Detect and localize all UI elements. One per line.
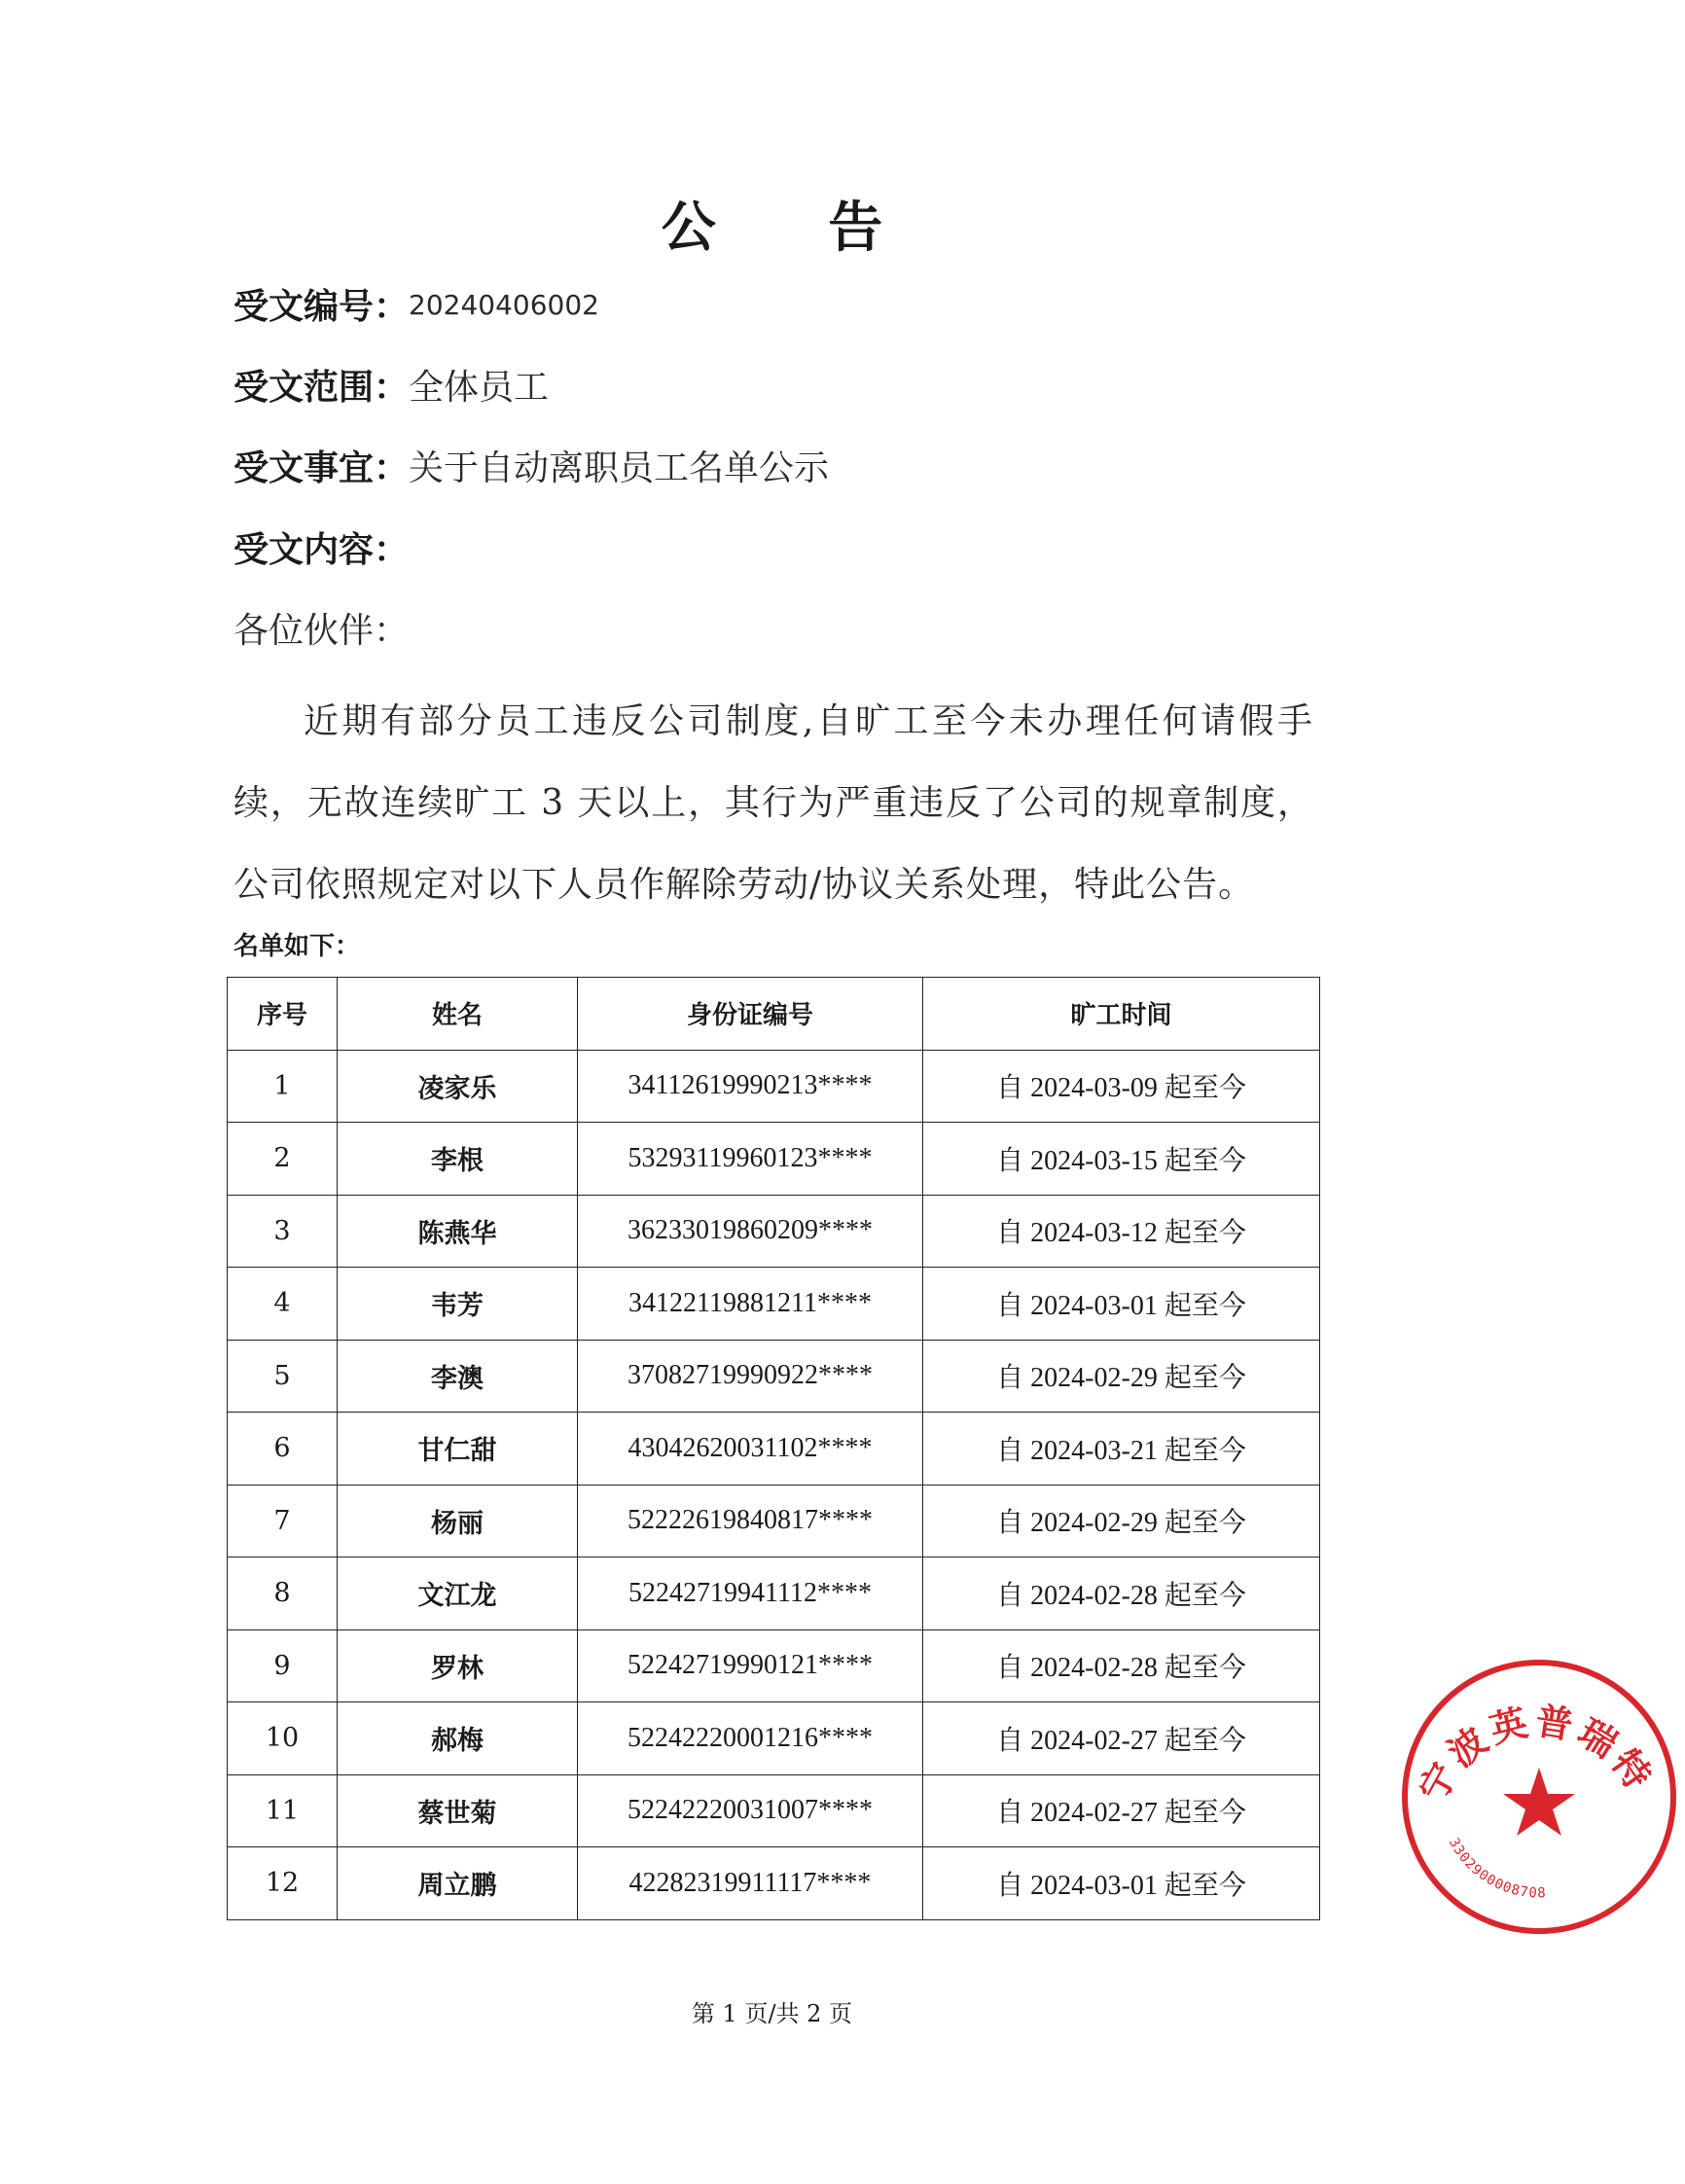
table-row xyxy=(228,1485,1320,1557)
name-cell: 陈燕华 xyxy=(338,1195,578,1268)
table-row xyxy=(228,1123,1320,1196)
header-name: 姓名 xyxy=(338,978,578,1051)
name-cell: 文江龙 xyxy=(338,1557,578,1630)
seq-cell: 2 xyxy=(228,1123,338,1196)
doc-number-label: 受文编号： xyxy=(233,287,410,327)
doc-number-value: 20240406002 xyxy=(409,289,599,321)
table-row xyxy=(228,1774,1320,1847)
seq-cell: 1 xyxy=(228,1050,338,1123)
table-row xyxy=(228,1050,1320,1123)
name-cell: 李澳 xyxy=(338,1340,578,1413)
time-cell: 自 2024-02-29 起至今 xyxy=(923,1485,1320,1557)
header-seq: 序号 xyxy=(228,978,338,1051)
time-cell: 自 2024-03-01 起至今 xyxy=(923,1268,1320,1341)
seal-code-text: 3302900008708 xyxy=(1445,1835,1547,1902)
id-cell: 34122119881211**** xyxy=(578,1268,923,1341)
doc-content-row xyxy=(233,527,409,574)
company-seal xyxy=(1393,1651,1685,1943)
body-paragraph: 近期有部分员工违反公司制度,自旷工至今未办理任何请假手续，无故连续旷工 3 天以上，其行为严重违反了公司的规章制度，公司依照规定对以下人员作解除劳动/协议关系处理，特此公告。 xyxy=(233,701,1313,905)
id-cell: 52222619840817**** xyxy=(578,1485,923,1557)
table-row xyxy=(228,1847,1320,1920)
name-cell: 蔡世菊 xyxy=(338,1774,578,1847)
time-cell: 自 2024-02-28 起至今 xyxy=(923,1629,1320,1702)
table-row xyxy=(228,1340,1320,1413)
time-cell: 自 2024-03-15 起至今 xyxy=(923,1123,1320,1196)
doc-scope-row xyxy=(233,365,549,412)
seq-cell: 11 xyxy=(228,1774,338,1847)
doc-scope-label: 受文范围： xyxy=(233,368,410,408)
seq-cell: 3 xyxy=(228,1195,338,1268)
name-cell: 罗林 xyxy=(338,1629,578,1702)
name-cell: 李根 xyxy=(338,1123,578,1196)
id-cell: 37082719990922**** xyxy=(578,1340,923,1413)
doc-matter-label: 受文事宜： xyxy=(233,448,410,488)
table-row xyxy=(228,1268,1320,1341)
header-id: 身份证编号 xyxy=(578,978,923,1051)
id-cell: 36233019860209**** xyxy=(578,1195,923,1268)
time-cell: 自 2024-02-27 起至今 xyxy=(923,1774,1320,1847)
id-cell: 52242719941112**** xyxy=(578,1557,923,1630)
doc-matter-value: 关于自动离职员工名单公示 xyxy=(409,448,830,488)
id-cell: 52242719990121**** xyxy=(578,1629,923,1702)
seq-cell: 8 xyxy=(228,1557,338,1630)
time-cell: 自 2024-03-01 起至今 xyxy=(923,1847,1320,1920)
table-header-row xyxy=(228,978,1320,1051)
doc-scope-value: 全体员工 xyxy=(409,368,550,408)
seq-cell: 7 xyxy=(228,1485,338,1557)
id-cell: 53293119960123**** xyxy=(578,1123,923,1196)
time-cell: 自 2024-03-21 起至今 xyxy=(923,1413,1320,1486)
seq-cell: 9 xyxy=(228,1629,338,1702)
time-cell: 自 2024-02-28 起至今 xyxy=(923,1557,1320,1630)
seq-cell: 6 xyxy=(228,1413,338,1486)
greeting: 各位伙伴： xyxy=(233,611,410,651)
seq-cell: 5 xyxy=(228,1340,338,1413)
seal-name-text: 宁波英普瑞特 xyxy=(1411,1699,1662,1809)
seq-cell: 4 xyxy=(228,1268,338,1341)
id-cell: 52242220001216**** xyxy=(578,1702,923,1775)
dismissal-table xyxy=(227,977,1320,1920)
name-cell: 甘仁甜 xyxy=(338,1413,578,1486)
page-title: 公 告 xyxy=(661,197,930,260)
table-row xyxy=(228,1629,1320,1702)
id-cell: 52242220031007**** xyxy=(578,1774,923,1847)
table-row xyxy=(228,1557,1320,1630)
name-cell: 郝梅 xyxy=(338,1702,578,1775)
id-cell: 34112619990213**** xyxy=(578,1050,923,1123)
seq-cell: 10 xyxy=(228,1702,338,1775)
table-row xyxy=(228,1702,1320,1775)
time-cell: 自 2024-03-09 起至今 xyxy=(923,1050,1320,1123)
table-row xyxy=(228,1195,1320,1268)
seal-star-icon xyxy=(1503,1768,1575,1836)
name-cell: 杨丽 xyxy=(338,1485,578,1557)
id-cell: 42282319911117**** xyxy=(578,1847,923,1920)
name-cell: 韦芳 xyxy=(338,1268,578,1341)
name-cell: 周立鹏 xyxy=(338,1847,578,1920)
time-cell: 自 2024-03-12 起至今 xyxy=(923,1195,1320,1268)
page-footer: 第 1 页/共 2 页 xyxy=(691,2000,853,2027)
header-time: 旷工时间 xyxy=(923,978,1320,1051)
time-cell: 自 2024-02-27 起至今 xyxy=(923,1702,1320,1775)
list-heading: 名单如下： xyxy=(233,932,361,961)
name-cell: 凌家乐 xyxy=(338,1050,578,1123)
table-row xyxy=(228,1413,1320,1486)
doc-number-row xyxy=(233,282,599,331)
time-cell: 自 2024-02-29 起至今 xyxy=(923,1340,1320,1413)
id-cell: 43042620031102**** xyxy=(578,1413,923,1486)
doc-matter-row xyxy=(233,446,829,492)
doc-content-label: 受文内容： xyxy=(233,530,410,570)
seq-cell: 12 xyxy=(228,1847,338,1920)
